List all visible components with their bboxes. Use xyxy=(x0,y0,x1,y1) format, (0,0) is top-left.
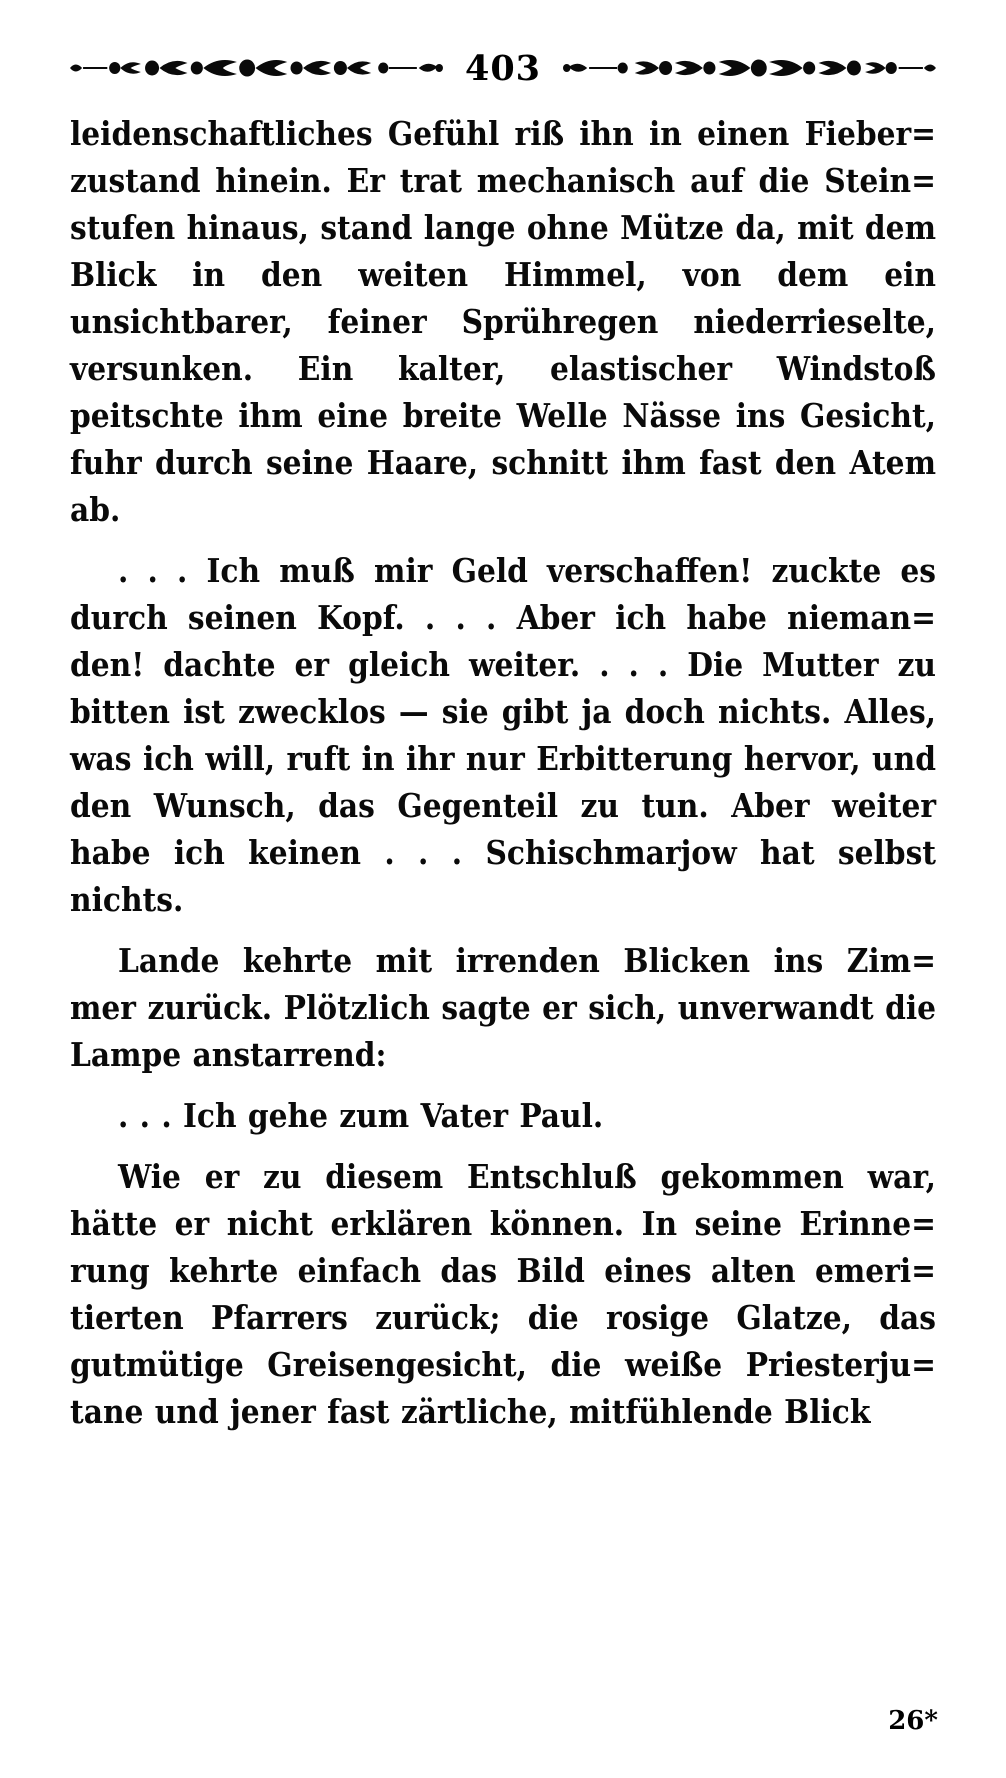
paragraph: Wie er zu diesem Entschluß gekommen war, hätte er nicht erklären können. In seine Erinne= rung kehrte einfach das Bild eines alten emeri= tierten Pfarrers zurück; die rosige Glatze, das gutmütige Greisengesicht, die weiße Priesterju= tane und jener fast zärtliche, mitfühlende Blick xyxy=(70,1157,936,1431)
page-body xyxy=(70,110,936,1449)
page-header xyxy=(70,44,936,92)
paragraph: . . . Ich muß mir Geld verschaffen! zuckte es durch seinen Kopf. . . . Aber ich habe nieman= den! dachte er gleich weiter. . . . Die Mutter zu bitten ist zwecklos — sie gibt ja doch nichts. Alles, was ich will, ruft in ihr nur Erbitterung hervor, und den Wunsch, das Gegenteil zu tun. Aber weiter habe ich keinen . . . Schischmarjow hat selbst nichts. xyxy=(70,551,936,919)
paragraph: Lande kehrte mit irrenden Blicken ins Zim= mer zurück. Plötzlich sagte er sich, unverwandt die Lampe anstarrend: xyxy=(70,941,936,1074)
ornament-right-icon xyxy=(563,57,936,79)
paragraph: leidenschaftliches Gefühl riß ihn in einen Fieber= zustand hinein. Er trat mechanisch auf die Stein= stufen hinaus, stand lange ohne Mütze da, mit dem Blick in den weiten Himmel, von dem ein unsichtbarer, feiner Sprühregen niederrieselte, versunken. Ein kalter, elastischer Windstoß peitschte ihm eine breite Welle Nässe ins Gesicht, fuhr durch seine Haare, schnitt ihm fast den Atem ab. xyxy=(70,114,936,529)
page-signature: 26* xyxy=(888,1706,938,1736)
page-number: 403 xyxy=(464,47,542,89)
ornament-left-icon xyxy=(70,57,443,79)
paragraph: . . . Ich gehe zum Vater Paul. xyxy=(118,1096,604,1135)
